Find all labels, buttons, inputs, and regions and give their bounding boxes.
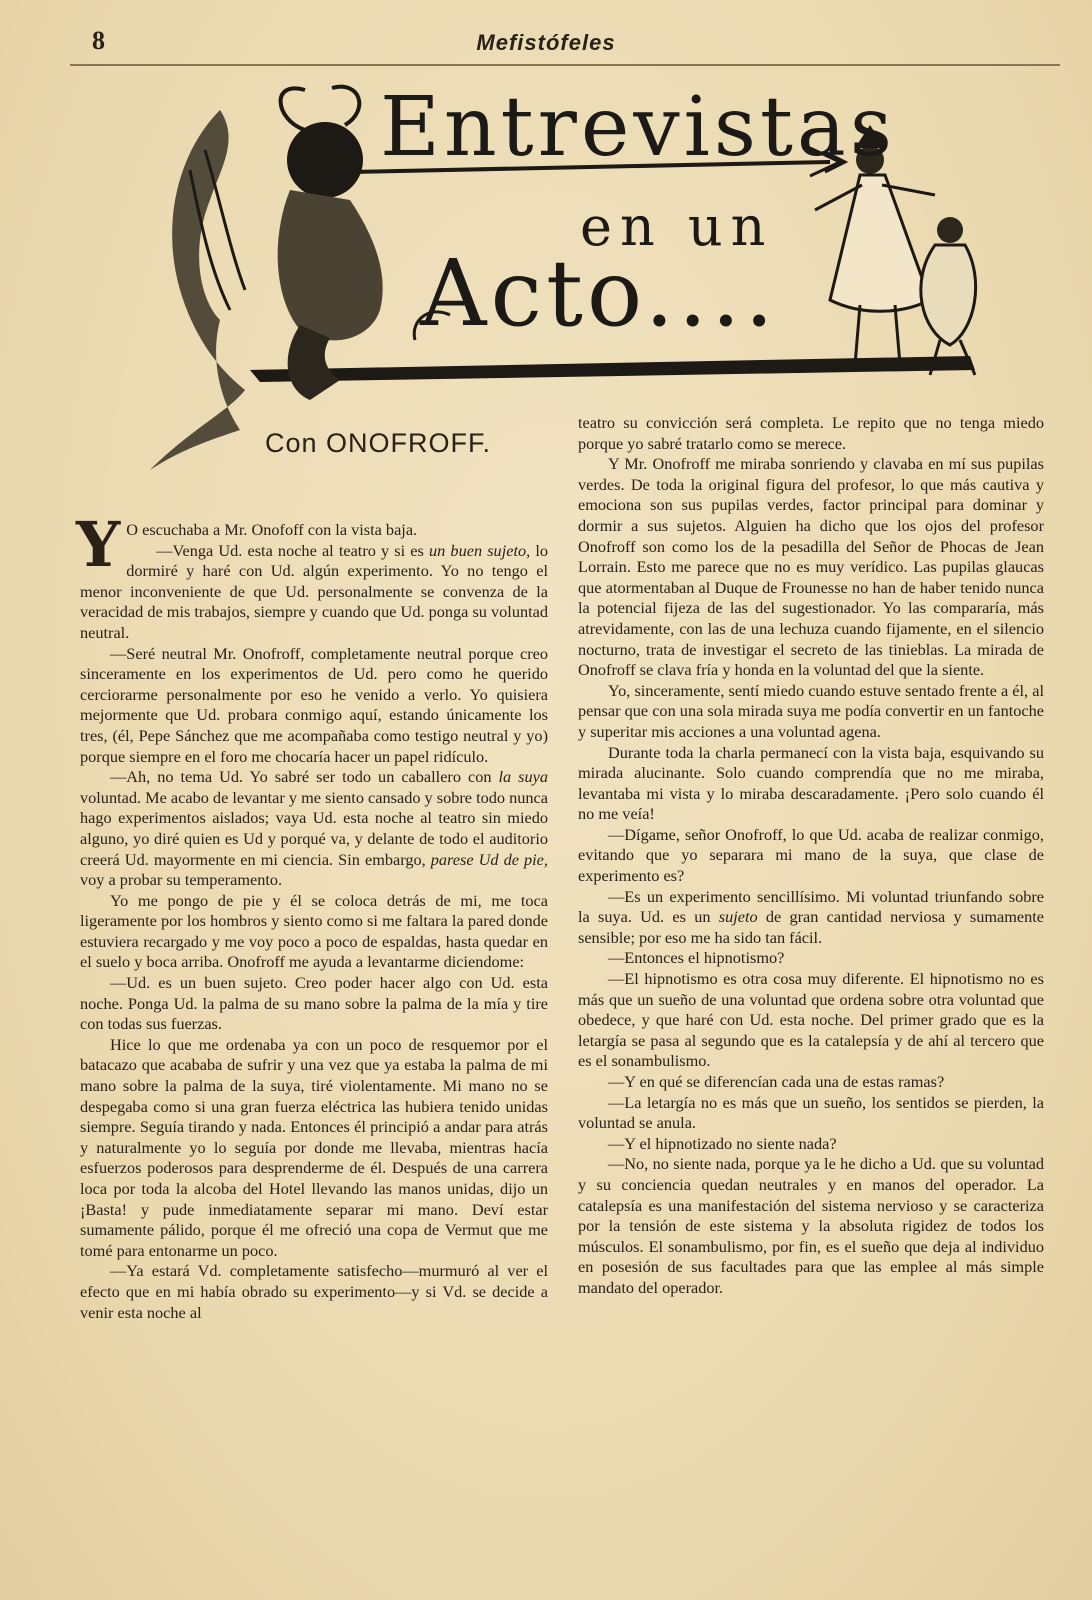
paragraph [578, 887, 1044, 949]
paragraph [578, 413, 1044, 454]
italic-text: la suya [498, 767, 549, 787]
text-run: —Y en qué se diferencían cada una de estas ramas? [608, 1072, 945, 1091]
title-line-3: Acto.... [420, 240, 778, 347]
article-subtitle: Con ONOFROFF. [265, 428, 492, 458]
paragraph [80, 767, 548, 891]
italic-text: sujeto [718, 907, 758, 927]
text-run: Yo, sinceramente, sentí miedo cuando estuve sentado frente a él, al pensar que con una sola mirada suya me podía convertir en un fantoche y superitar mis acciones a una voluntad agena. [578, 680, 1044, 741]
paragraph [578, 1134, 1044, 1155]
paragraph [578, 681, 1044, 743]
text-run: —Seré neutral Mr. Onofroff, completamente neutral porque creo sinceramente en los experimentos de Ud. pero como he querido cerciorarme personalmente por eso he venido a verlo. Yo quisiera mejormente que Ud. probara conmigo aquí, estando únicamente los tres, (él, Pepe Sánchez que me acompañaba como testigo neutral y yo) porque siempre en el foro me chocaría hacer un papel ridículo. [80, 643, 548, 766]
text-run: Durante toda la charla permanecí con la vista baja, esquivando su mirada alucinante. Solo cuando comprendía que no me miraba, levantaba mi vista y lo miraba descaradamente. ¡Pero solo cuando él no me veía! [578, 742, 1044, 824]
title-line-2: en un [580, 195, 774, 258]
text-run: —Dígame, señor Onofroff, lo que Ud. acaba de realizar conmigo, evitando que yo separara mi mano de la suya, que clase de experimento es? [578, 824, 1044, 886]
paragraph [80, 973, 548, 1035]
clown-body [921, 245, 976, 345]
text-run: voy a probar su temperamento. [80, 870, 283, 890]
text-run: lo dormiré y haré con Ud. algún experimento. Yo no tengo el menor inconveniente de que Ud. personalmente se convenza de la veracidad de mis trabajos, siempre y cuando que Ud. ponga su voluntad neutral. [80, 540, 548, 642]
paragraph [80, 891, 548, 973]
banner-bar [250, 356, 975, 382]
paragraph [578, 1072, 1044, 1093]
text-run: —Ya estará Vd. completamente satisfecho—murmuró al ver el efecto que en mi había obrado su experimento—y si Vd. se decide a venir esta noche al [80, 1261, 548, 1322]
devil-head [287, 122, 363, 198]
paragraph [80, 541, 548, 644]
text-run: teatro su convicción será completa. Le repito que no tenga miedo porque yo sabré tratarlo como se merece. [578, 413, 1044, 453]
italic-text: parese Ud de pie, [430, 849, 548, 869]
text-run: de gran cantidad nerviosa y sumamente sensible; por eso me ha sido tan fácil. [578, 907, 1045, 947]
devil-wing [150, 110, 245, 470]
text-run: voluntad. Me acabo de levantar y me siento cansado y sobre todo nunca hago experimentos aislados; vaya Ud. esta noche al teatro sin miedo alguno, yo diré quien es Ud y porqué va, y delante de todo el auditorio creerá Ud. mayormente en mi ciencia. Sin embargo, [80, 787, 548, 869]
paragraph [578, 1154, 1044, 1298]
text-run: —Ah, no tema Ud. Yo sabré ser todo un caballero con [110, 767, 499, 787]
text-run: —Venga Ud. esta noche al teatro y si es [156, 540, 430, 560]
dancer-leg-left [855, 305, 860, 365]
text-run: —Entonces el hipnotismo? [608, 948, 785, 968]
page-number: 8 [92, 26, 105, 55]
drop-cap: Y [76, 508, 121, 581]
text-run: —El hipnotismo es otra cosa muy diferente. El hipnotismo no es más que un sueño de una voluntad que ordena sobre otra voluntad que obedece, y que haré con Ud. esta noche. Del primer grado que es la letargía se pasa al segundo que es la catalepsía y de ahí al tercero que es el sonambulismo. [578, 969, 1044, 1071]
left-column [76, 508, 549, 1323]
paragraph [80, 1035, 548, 1262]
title-line-1: Entrevistas [380, 80, 896, 175]
text-run: —Y el hipnotizado no siente nada? [608, 1133, 837, 1153]
paragraph [578, 969, 1044, 1072]
paragraph [80, 1261, 548, 1323]
text-run: —Es un experimento sencillísimo. Mi voluntad triunfando sobre la suya. Ud. es un [578, 886, 1044, 927]
text-run: —No, no siente nada, porque ya le he dicho a Ud. que su voluntad y su conciencia quedan neutrales y en manos del operador. La catalepsía es una manifestación del sistema nervioso y se caracteriza por la tensión de este sistema y la absoluta rigidez de todos los músculos. El sonambulismo, por fin, es el sueño que deja al individuo en posesión de sus facultades para que las emplee al más simple mandato del operador. [578, 1154, 1044, 1297]
text-run: O escuchaba a Mr. Onofoff con la vista baja. [126, 520, 418, 539]
paragraph [578, 743, 1044, 825]
publication-title: Mefistófeles [476, 30, 616, 55]
text-run: Y Mr. Onofroff me miraba sonriendo y clavaba en mí sus pupilas verdes. De toda la original figura del profesor, lo que más cautiva y emociona son sus pupilas verdes, factor principal para dominar y dormir a sus sujetos. Alguien ha dicho que los ojos del profesor Onofroff son como los de la pesadilla del Señor de Phocas de Jean Lorrain. Esto me parece que no es muy verídico. Las pupilas glaucas que atormentaban al Duque de Frounesse no han de haber tenido nunca la potencial fijeza de las del sugestionador. Yo las compararía, más atrevidamente, con las de una lechuza cuando fijamente, en el silencio nocturno, trata de investigar el secreto de las tinieblas. La mirada de Onofroff se clava fría y honda en la voluntad del que la siente. [578, 454, 1044, 680]
paragraph [578, 454, 1044, 681]
paragraph [80, 644, 548, 768]
paragraph [578, 948, 1044, 969]
dancer-leg-right [895, 305, 900, 365]
devil-body [278, 190, 383, 340]
italic-text: un buen sujeto, [429, 540, 531, 560]
text-run: —Ud. es un buen sujeto. Creo poder hacer algo con Ud. esta noche. Ponga Ud. la palma de su mano sobre la palma de la mía y tire con todas sus fuerzas. [80, 973, 548, 1034]
header-rule [70, 64, 1060, 66]
text-run: Hice lo que me ordenaba ya con un poco de resquemor por el batacazo que acababa de sufrir y una vez que ya estaba la palma de mi mano sobre la palma de la suya, tiré violentamente. Mi mano no se despegaba como si una gran fuerza eléctrica las hubiera tenido unidas siempre. Seguía tirando y nada. Entonces él principió a andar para atrás y naturalmente yo lo seguía por donde me llevaba, mientras hacía esfuerzos poderosos para desprenderme de él. Después de una carrera loca por toda la alcoba del Hotel llevando las manos unidas, dijo un ¡Basta! y pude inmediatamente separar mi mano. Deví estar sumamente pálido, porque él me ofreció una copa de Vermut que me tomé para entonarme un poco. [80, 1034, 548, 1260]
text-run: Yo me pongo de pie y él se coloca detrás de mi, me toca ligeramente por los hombros y siento como si me faltara la pared donde estuviera recargado y me voy poco a poco de espaldas, hasta quedar en el suelo y boca arriba. Onofroff me ayuda a levantarme diciendome: [80, 890, 548, 972]
paragraph [578, 1093, 1044, 1134]
text-run: —La letargía no es más que un sueño, los sentidos se pierden, la voluntad se anula. [578, 1092, 1044, 1133]
paragraph [578, 825, 1044, 887]
right-column [578, 413, 1044, 1299]
clown-head [937, 217, 963, 243]
